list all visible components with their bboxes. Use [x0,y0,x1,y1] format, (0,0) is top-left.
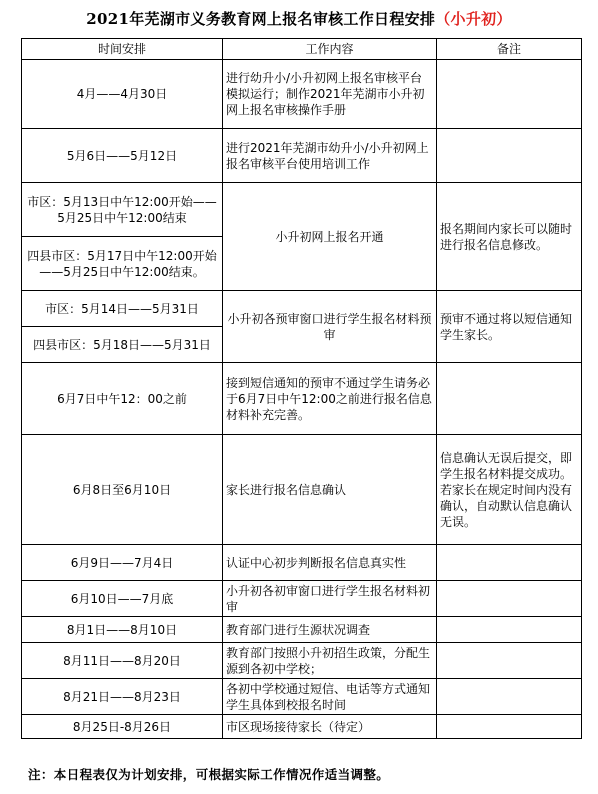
note-cell [437,715,582,739]
content-cell: 小升初各预审窗口进行学生报名材料预审 [223,291,437,363]
table-row [22,183,582,237]
header-time: 时间安排 [22,39,223,60]
time-cell: 6月8日至6月10日 [22,435,223,545]
table-row [22,129,582,183]
note-cell: 报名期间内家长可以随时进行报名信息修改。 [437,183,582,291]
note-cell [437,60,582,129]
time-cell: 6月7日中午12：00之前 [22,363,223,435]
note-cell: 信息确认无误后提交，即学生报名材料提交成功。若家长在规定时间内没有确认，自动默认信息确认无误。 [437,435,582,545]
header-row [22,39,582,60]
content-cell: 家长进行报名信息确认 [223,435,437,545]
content-cell: 小升初各初审窗口进行学生报名材料初审 [223,581,437,617]
content-cell: 进行2021年芜湖市幼升小/小升初网上报名审核平台使用培训工作 [223,129,437,183]
content-cell: 认证中心初步判断报名信息真实性 [223,545,437,581]
time-cell: 8月11日——8月20日 [22,643,223,679]
title-highlight: （小升初） [435,10,512,28]
table-row [22,617,582,643]
table-row [22,715,582,739]
table-row [22,363,582,435]
note-cell [437,617,582,643]
note-cell [437,679,582,715]
time-cell: 5月6日——5月12日 [22,129,223,183]
header-content: 工作内容 [223,39,437,60]
note-cell [437,129,582,183]
content-cell: 接到短信通知的预审不通过学生请务必于6月7日中午12:00之前进行报名信息材料补充完善。 [223,363,437,435]
content-cell: 各初中学校通过短信、电话等方式通知学生具体到校报名时间 [223,679,437,715]
time-cell: 4月——4月30日 [22,60,223,129]
content-cell: 进行幼升小/小升初网上报名审核平台模拟运行；制作2021年芜湖市小升初网上报名审核操作手册 [223,60,437,129]
note-cell [437,545,582,581]
time-cell: 8月1日——8月10日 [22,617,223,643]
header-note: 备注 [437,39,582,60]
note-cell [437,643,582,679]
time-cell: 6月10日——7月底 [22,581,223,617]
note-cell: 预审不通过将以短信通知学生家长。 [437,291,582,363]
content-cell: 教育部门按照小升初招生政策，分配生源到各初中学校； [223,643,437,679]
footer-note: 注：本日程表仅为计划安排，可根据实际工作情况作适当调整。 [28,767,390,782]
time-cell: 市区：5月14日——5月31日 [22,291,223,327]
time-cell: 市区：5月13日中午12:00开始——5月25日中午12:00结束 [22,183,223,237]
content-cell: 教育部门进行生源状况调查 [223,617,437,643]
table-row [22,679,582,715]
table-row [22,435,582,545]
table-row [22,643,582,679]
table-row [22,291,582,327]
time-cell: 8月21日——8月23日 [22,679,223,715]
content-cell: 市区现场接待家长（待定） [223,715,437,739]
time-cell: 6月9日——7月4日 [22,545,223,581]
note-cell [437,581,582,617]
time-cell: 四县市区：5月17日中午12:00开始——5月25日中午12:00结束。 [22,237,223,291]
content-cell: 小升初网上报名开通 [223,183,437,291]
time-cell: 8月25日-8月26日 [22,715,223,739]
note-cell [437,363,582,435]
table-row [22,60,582,129]
time-cell: 四县市区：5月18日——5月31日 [22,327,223,363]
table-row [22,545,582,581]
page-title [0,8,598,29]
title-main: 2021年芜湖市义务教育网上报名审核工作日程安排 [86,10,436,28]
schedule-table [21,38,582,739]
table-row [22,581,582,617]
